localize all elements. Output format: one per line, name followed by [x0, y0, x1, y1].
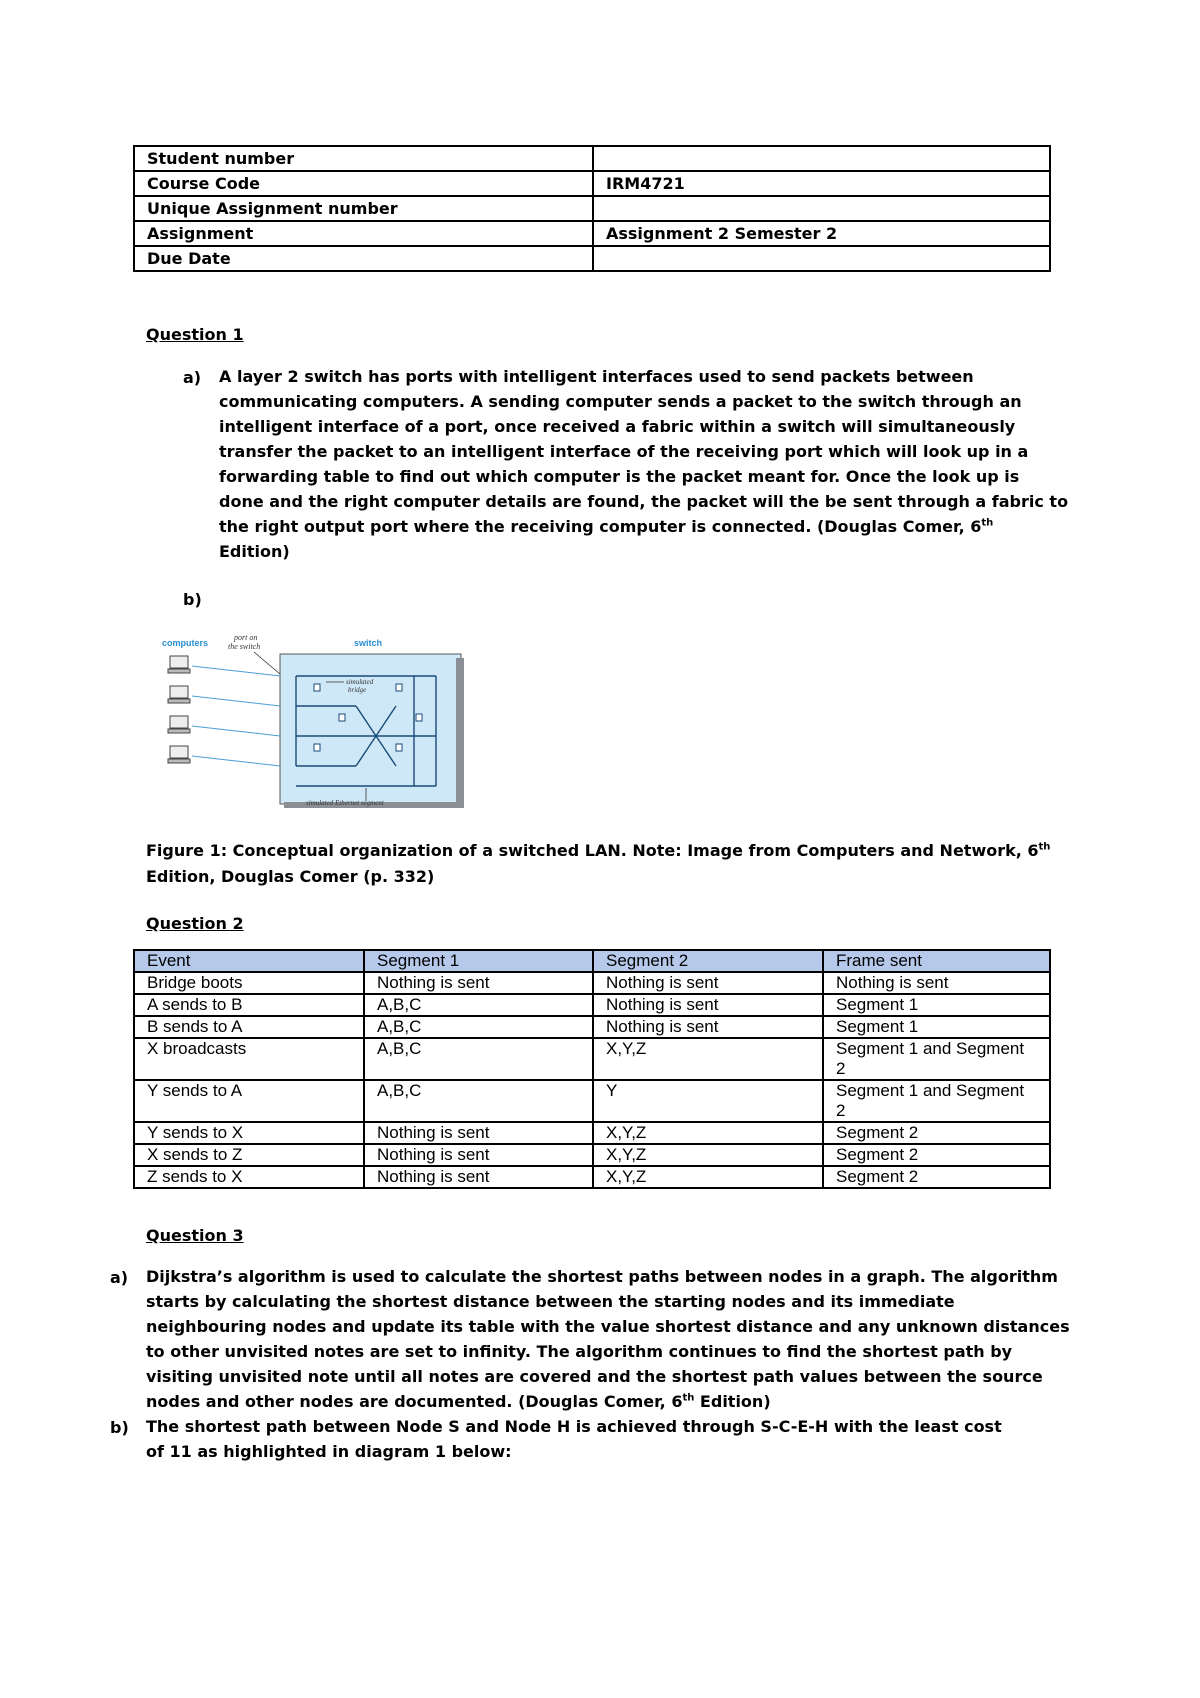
table-cell: X,Y,Z [593, 1122, 823, 1144]
info-label: Student number [134, 146, 593, 171]
q3-b-paragraph: The shortest path between Node S and Node H is achieved through S-C-E-H with the least cost of 11 as highlighted in diagram 1 below: [146, 1417, 1002, 1461]
bridge-label-2: bridge [348, 686, 367, 694]
table-cell: Nothing is sent [593, 1016, 823, 1038]
bridge-label-1: simulated [346, 678, 374, 686]
table-cell: A,B,C [364, 1016, 593, 1038]
info-value [593, 196, 1050, 221]
q3-a-paragraph [146, 1264, 1071, 1414]
q1-a-sup: th [981, 517, 994, 529]
table-cell: Z sends to X [134, 1166, 364, 1188]
table-cell: X,Y,Z [593, 1144, 823, 1166]
info-value [593, 246, 1050, 271]
table-cell: X,Y,Z [593, 1166, 823, 1188]
bridge-events-table [133, 949, 1051, 1189]
table-cell: A,B,C [364, 994, 593, 1016]
figure-1-caption [146, 838, 1066, 890]
port-label-2: the switch [228, 642, 261, 651]
table-cell: A,B,C [364, 1080, 593, 1122]
table-row [134, 1080, 1050, 1122]
caption-text: Figure 1: Conceptual organization of a switched LAN. Note: Image from Computers and Network, 6 [146, 841, 1039, 860]
table-cell: X,Y,Z [593, 1038, 823, 1080]
caption-sup: th [1038, 841, 1051, 853]
table-cell: Segment 1 and Segment 2 [823, 1080, 1050, 1122]
port-label-1: port on [234, 633, 258, 642]
q1-b-marker: b) [183, 590, 202, 609]
assignment-info-table [133, 145, 1051, 272]
table-cell: Nothing is sent [593, 994, 823, 1016]
table-row [134, 994, 1050, 1016]
table-cell: Nothing is sent [364, 972, 593, 994]
table-cell: Nothing is sent [823, 972, 1050, 994]
caption-text-end: Edition, Douglas Comer (p. 332) [146, 867, 435, 886]
table-cell: A,B,C [364, 1038, 593, 1080]
q1-a-paragraph [219, 364, 1069, 564]
table-cell: Segment 2 [823, 1166, 1050, 1188]
table-cell: Segment 1 and Segment 2 [823, 1038, 1050, 1080]
bridge-table-header-row [134, 950, 1050, 972]
q3-b-marker: b) [110, 1418, 129, 1437]
bridge-column-header: Frame sent [823, 950, 1050, 972]
info-row [134, 196, 1050, 221]
computers-label: computers [162, 638, 209, 648]
info-row [134, 221, 1050, 246]
info-label: Unique Assignment number [134, 196, 593, 221]
table-cell: Nothing is sent [593, 972, 823, 994]
q1-a-text: A layer 2 switch has ports with intelligent interfaces used to send packets between communicating computers. A sending computer sends a packet to the switch through an intelligent interface of a port, once received a fabric within a switch will simultaneously transfer the packet to an intelligent interface of the receiving port which will look up in a forwarding table to find out which computer is the packet meant for. Once the look up is done and the right computer details are found, the packet will the be sent through a fabric to the right output port where the receiving computer is connected. (Douglas Comer, 6 [219, 367, 1069, 536]
table-row [134, 1016, 1050, 1038]
table-cell: Segment 2 [823, 1144, 1050, 1166]
info-row [134, 246, 1050, 271]
table-cell: Segment 1 [823, 1016, 1050, 1038]
question-1-heading: Question 1 [146, 325, 244, 344]
table-cell: B sends to A [134, 1016, 364, 1038]
table-cell: Y sends to X [134, 1122, 364, 1144]
table-cell: Segment 1 [823, 994, 1050, 1016]
info-value [593, 146, 1050, 171]
table-cell: Bridge boots [134, 972, 364, 994]
info-value: IRM4721 [593, 171, 1050, 196]
q3-a-text-end: Edition) [694, 1392, 771, 1411]
info-row [134, 146, 1050, 171]
info-label: Assignment [134, 221, 593, 246]
table-cell: X broadcasts [134, 1038, 364, 1080]
table-cell: Nothing is sent [364, 1122, 593, 1144]
table-cell: Segment 2 [823, 1122, 1050, 1144]
info-row [134, 171, 1050, 196]
question-2-heading: Question 2 [146, 914, 244, 933]
q1-a-marker: a) [183, 368, 202, 387]
info-label: Course Code [134, 171, 593, 196]
q1-a-text-end: Edition) [219, 542, 290, 561]
q3-a-marker: a) [110, 1268, 129, 1287]
q3-a-text: Dijkstra’s algorithm is used to calculate the shortest paths between nodes in a graph. The algorithm starts by calculating the shortest distance between the starting nodes and its immediate neighbouring nodes and update its table with the value shortest distance and any unknown distances to other unvisited notes are set to infinity. The algorithm continues to find the shortest path by visiting unvisited note until all notes are covered and the shortest path values between the source nodes and other nodes are documented. (Douglas Comer, 6 [146, 1267, 1070, 1411]
bridge-column-header: Segment 1 [364, 950, 593, 972]
q3-a-sup: th [682, 1392, 695, 1404]
info-label: Due Date [134, 246, 593, 271]
question-3-heading: Question 3 [146, 1226, 244, 1245]
segment-label: simulated Ethernet segment [306, 799, 384, 807]
table-row [134, 1122, 1050, 1144]
bridge-column-header: Event [134, 950, 364, 972]
switch-shadow-right [456, 658, 464, 808]
table-row [134, 1144, 1050, 1166]
switched-lan-figure [146, 626, 469, 810]
table-cell: A sends to B [134, 994, 364, 1016]
info-value: Assignment 2 Semester 2 [593, 221, 1050, 246]
table-cell: Nothing is sent [364, 1166, 593, 1188]
table-cell: Y [593, 1080, 823, 1122]
table-row [134, 1166, 1050, 1188]
table-cell: X sends to Z [134, 1144, 364, 1166]
table-row [134, 1038, 1050, 1080]
table-cell: Y sends to A [134, 1080, 364, 1122]
switch-label: switch [354, 638, 383, 648]
bridge-column-header: Segment 2 [593, 950, 823, 972]
table-cell: Nothing is sent [364, 1144, 593, 1166]
table-row [134, 972, 1050, 994]
